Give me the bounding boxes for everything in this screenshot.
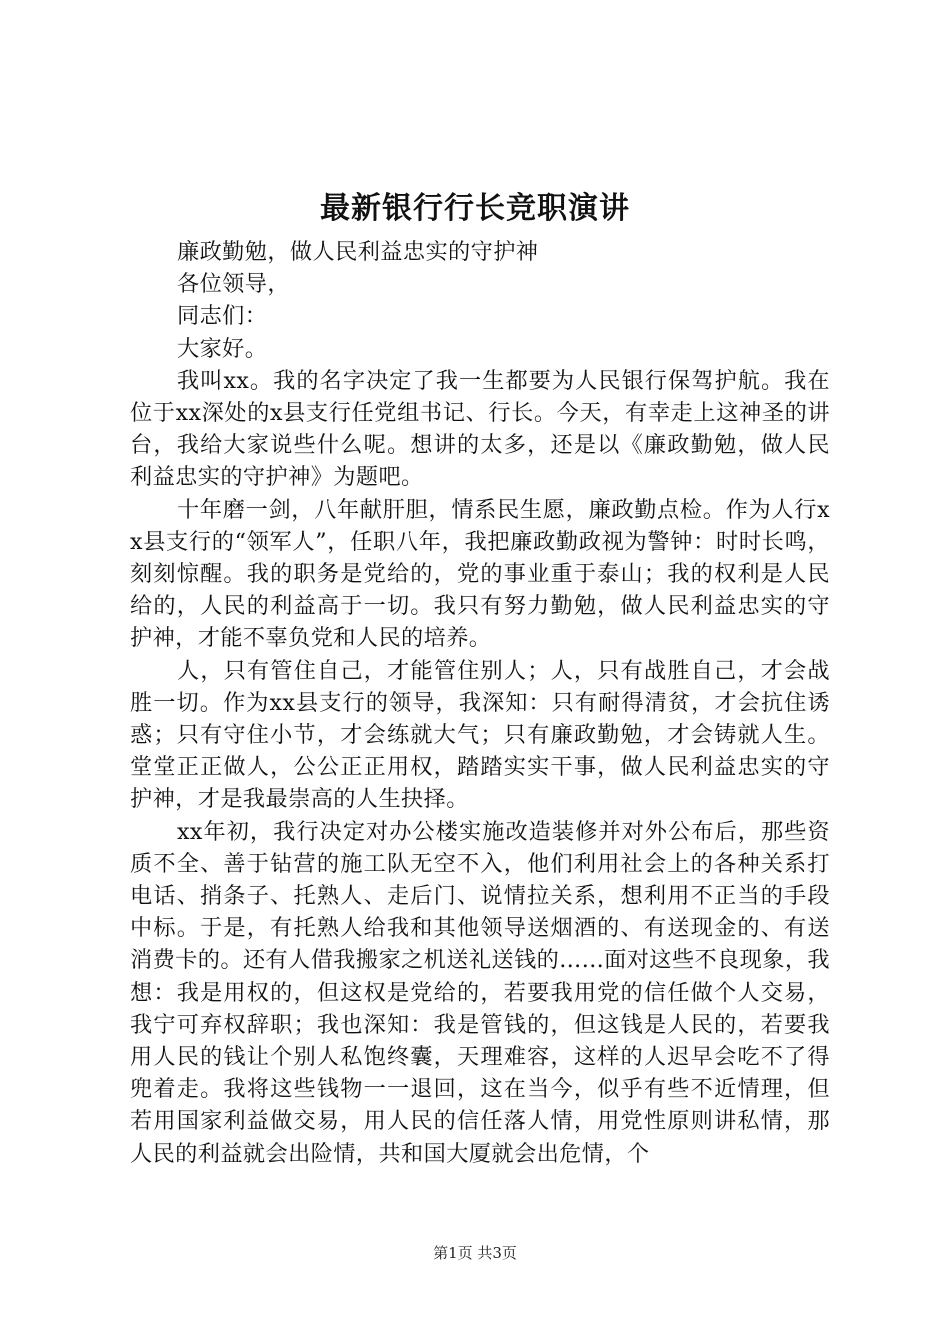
document-title: 最新银行行长竞职演讲 — [320, 191, 630, 226]
paragraph-subtitle: 廉政勤勉，做人民利益忠实的守护神 — [177, 239, 539, 265]
paragraph-hello: 大家好。 — [177, 335, 268, 362]
paragraph-introduction: 我叫xx。我的名字决定了我一生都要为人民银行保驾护航。我在位于xx深处的x县支行任党组书记、行长。今天，有幸走上这神圣的讲台，我给大家说些什么呢。想讲的太多，还是以《廉政勤勉，做人民利益忠实的守护神》为题吧。 — [130, 367, 830, 491]
paragraph-eight-years: 十年磨一剑，八年献肝胆，情系民生愿，廉政勤点检。作为人行xx县支行的“领军人”，任职八年，我把廉政勤政视为警钟：时时长鸣，刻刻惊醒。我的职务是党给的，党的事业重于泰山；我的权利是人民给的，人民的利益高于一切。我只有努力勤勉，做人民利益忠实的守护神，才能不辜负党和人民的培养。 — [130, 496, 830, 652]
page-number-footer: 第1页 共3页 — [433, 1244, 517, 1262]
paragraph-greeting-leaders: 各位领导， — [177, 271, 290, 298]
paragraph-renovation: xx年初，我行决定对办公楼实施改造装修并对外公布后，那些资质不全、善于钻营的施工队无空不入，他们利用社会上的各种关系打电话、捎条子、托熟人、走后门、说情拉关系，想利用不正当的手段中标。于是，有托熟人给我和其他领导送烟酒的、有送现金的、有送消费卡的。还有人借我搬家之机送礼送钱的…...面对这些不良现象，我想：我是用权的，但这权是党给的，若要我用党的信任做个人交易，我宁可弃权辞职；我也深知：我是管钱的，但这钱是人民的，若要我用人民的钱让个别人私饱终囊，天理难容，这样的人迟早会吃不了得兜着走。我将这些钱物一一退回，这在当今，似乎有些不近情理，但若用国家利益做交易，用人民的信任落人情，用党性原则讲私情，那人民的利益就会出险情，共和国大厦就会出危情，个 — [130, 818, 830, 1167]
paragraph-self-discipline: 人，只有管住自己，才能管住别人；人，只有战胜自己，才会战胜一切。作为xx县支行的领导，我深知：只有耐得清贫，才会抗住诱惑；只有守住小节，才会练就大气；只有廉政勤勉，才会铸就人生。堂堂正正做人，公公正正用权，踏踏实实干事，做人民利益忠实的守护神，才是我最崇高的人生抉择。 — [130, 657, 830, 813]
document-body — [130, 236, 830, 1170]
paragraph-greeting-comrades: 同志们： — [177, 303, 268, 330]
